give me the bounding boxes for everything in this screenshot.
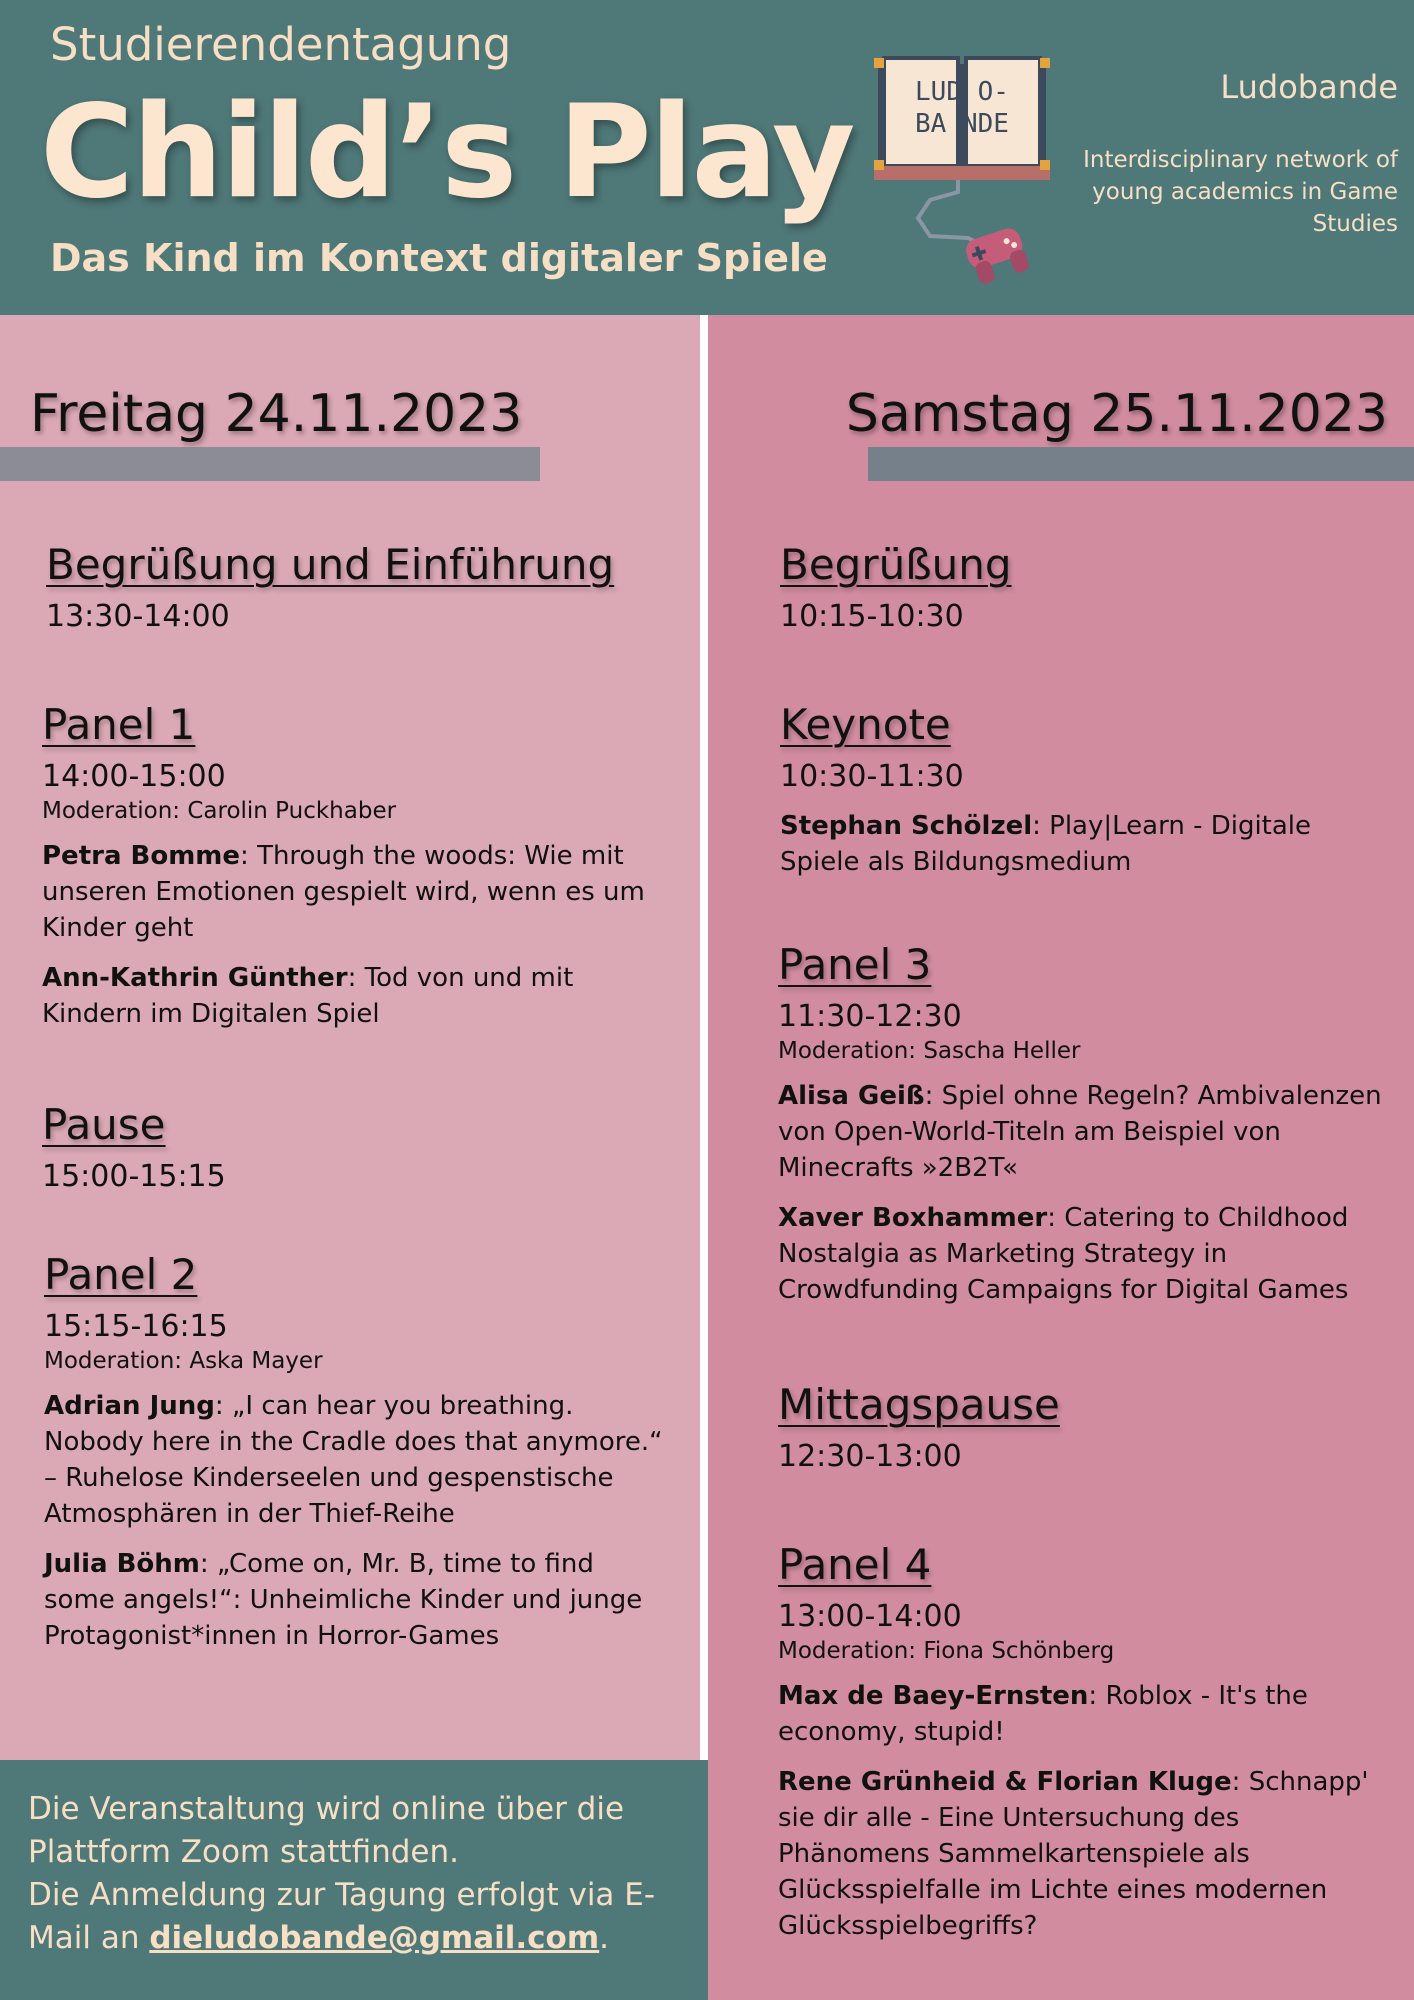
talk-item xyxy=(44,1388,664,1532)
speaker: Alisa Geiß xyxy=(778,1081,925,1111)
ludobande-book-logo-icon xyxy=(872,52,1052,288)
moderation: Moderation: Sascha Heller xyxy=(778,1038,1081,1064)
session-title: Pause xyxy=(42,1100,166,1149)
saturday-date: Samstag 25.11.2023 xyxy=(845,384,1388,444)
talk-item xyxy=(778,1678,1388,1750)
brand-description: Interdisciplinary network of young academics in Game Studies xyxy=(1083,147,1398,237)
speaker: Xaver Boxhammer xyxy=(778,1203,1048,1233)
brand-name: Ludobande xyxy=(1220,68,1398,106)
friday-panel-2 xyxy=(44,1250,664,1654)
footer-online-info: Die Veranstaltung wird online über die Plattform Zoom stattfinden. xyxy=(28,1791,625,1870)
talk-topic: : Schnapp' sie dir alle - Eine Untersuchung des Phänomens Sammelkartenspiele als Glücksspielfalle im Lichte eines modernen Glücksspielbegriffs? xyxy=(778,1767,1369,1941)
talk-item xyxy=(778,1200,1388,1308)
speaker: Ann-Kathrin Günther xyxy=(42,963,348,993)
session-title: Panel 3 xyxy=(778,940,932,989)
talk-item xyxy=(42,960,662,1032)
footer-period: . xyxy=(599,1920,610,1956)
session-time: 11:30-12:30 xyxy=(778,999,962,1034)
talk-topic: : „I can hear you breathing. Nobody here in the Cradle does that anymore.“ – Ruhelose Kinderseelen und gespenstische Atmosphären in der Thief-Reihe xyxy=(44,1391,663,1529)
talk-topic: : Spiel ohne Regeln? Ambivalenzen von Open-World-Titeln am Beispiel von Minecrafts »2B2T« xyxy=(778,1081,1382,1183)
header xyxy=(0,0,1414,315)
talk-item xyxy=(778,1078,1388,1186)
saturday-date-bar xyxy=(868,447,1414,481)
session-time: 15:15-16:15 xyxy=(44,1309,228,1344)
footer xyxy=(0,1760,708,2000)
speaker: Stephan Schölzel xyxy=(780,811,1033,841)
event-type: Studierendentagung xyxy=(50,18,512,71)
session-time: 13:30-14:00 xyxy=(46,599,230,634)
session-time: 14:00-15:00 xyxy=(42,759,226,794)
speaker: Petra Bomme xyxy=(42,841,241,871)
friday-date-bar xyxy=(0,447,540,481)
speaker: Max de Baey-Ernsten xyxy=(778,1681,1089,1711)
session-title: Mittagspause xyxy=(778,1380,1060,1429)
session-title: Begrüßung xyxy=(780,540,1012,589)
contact-email-link[interactable]: dieludobande@gmail.com xyxy=(149,1920,600,1956)
moderation: Moderation: Carolin Puckhaber xyxy=(42,798,397,824)
talk-topic: : Play|Learn - Digitale Spiele als Bildungsmedium xyxy=(780,811,1312,877)
session-time: 12:30-13:00 xyxy=(778,1439,962,1474)
logo-text-bottom: BA NDE xyxy=(915,109,1009,139)
event-title: Child’s Play xyxy=(40,78,854,227)
talk-item xyxy=(44,1546,664,1654)
talk-topic: : Catering to Childhood Nostalgia as Marketing Strategy in Crowdfunding Campaigns for Digital Games xyxy=(778,1203,1349,1305)
saturday-keynote xyxy=(780,700,1380,880)
saturday-lunch xyxy=(778,1380,1388,1474)
column-divider xyxy=(700,315,708,1760)
session-time: 15:00-15:15 xyxy=(42,1159,226,1194)
friday-welcome xyxy=(46,540,666,634)
session-title: Begrüßung und Einführung xyxy=(46,540,615,589)
saturday-panel-3 xyxy=(778,940,1388,1308)
session-time: 13:00-14:00 xyxy=(778,1599,962,1634)
talk-topic: : „Come on, Mr. B, time to find some angels!“: Unheimliche Kinder und junge Protagonist*innen in Horror-Games xyxy=(44,1549,643,1651)
friday-date: Freitag 24.11.2023 xyxy=(30,384,523,444)
talk-topic: : Tod von und mit Kindern im Digitalen Spiel xyxy=(42,963,574,1029)
session-title: Keynote xyxy=(780,700,951,749)
session-title: Panel 1 xyxy=(42,700,196,749)
friday-panel-1 xyxy=(42,700,662,1032)
talk-item xyxy=(778,1764,1388,1944)
saturday-welcome xyxy=(780,540,1380,634)
session-title: Panel 2 xyxy=(44,1250,198,1299)
friday-pause xyxy=(42,1100,662,1194)
speaker: Rene Grünheid & Florian Kluge xyxy=(778,1767,1232,1797)
moderation: Moderation: Aska Mayer xyxy=(44,1348,323,1374)
footer-info xyxy=(28,1788,698,1960)
speaker: Julia Böhm xyxy=(44,1549,200,1579)
event-subtitle: Das Kind im Kontext digitaler Spiele xyxy=(50,236,828,280)
session-title: Panel 4 xyxy=(778,1540,932,1589)
session-time: 10:15-10:30 xyxy=(780,599,964,634)
logo-text-top: LUD O- xyxy=(915,77,1009,107)
talk-topic: : Through the woods: Wie mit unseren Emotionen gespielt wird, wenn es um Kinder geht xyxy=(42,841,645,943)
saturday-panel-4 xyxy=(778,1540,1388,1944)
talk-item xyxy=(780,808,1380,880)
talk-topic: : Roblox - It's the economy, stupid! xyxy=(778,1681,1308,1747)
session-time: 10:30-11:30 xyxy=(780,759,964,794)
speaker: Adrian Jung xyxy=(44,1391,215,1421)
footer-registration-info: Die Anmeldung zur Tagung erfolgt via E-Mail an xyxy=(28,1877,656,1956)
moderation: Moderation: Fiona Schönberg xyxy=(778,1638,1115,1664)
talk-item xyxy=(42,838,662,946)
